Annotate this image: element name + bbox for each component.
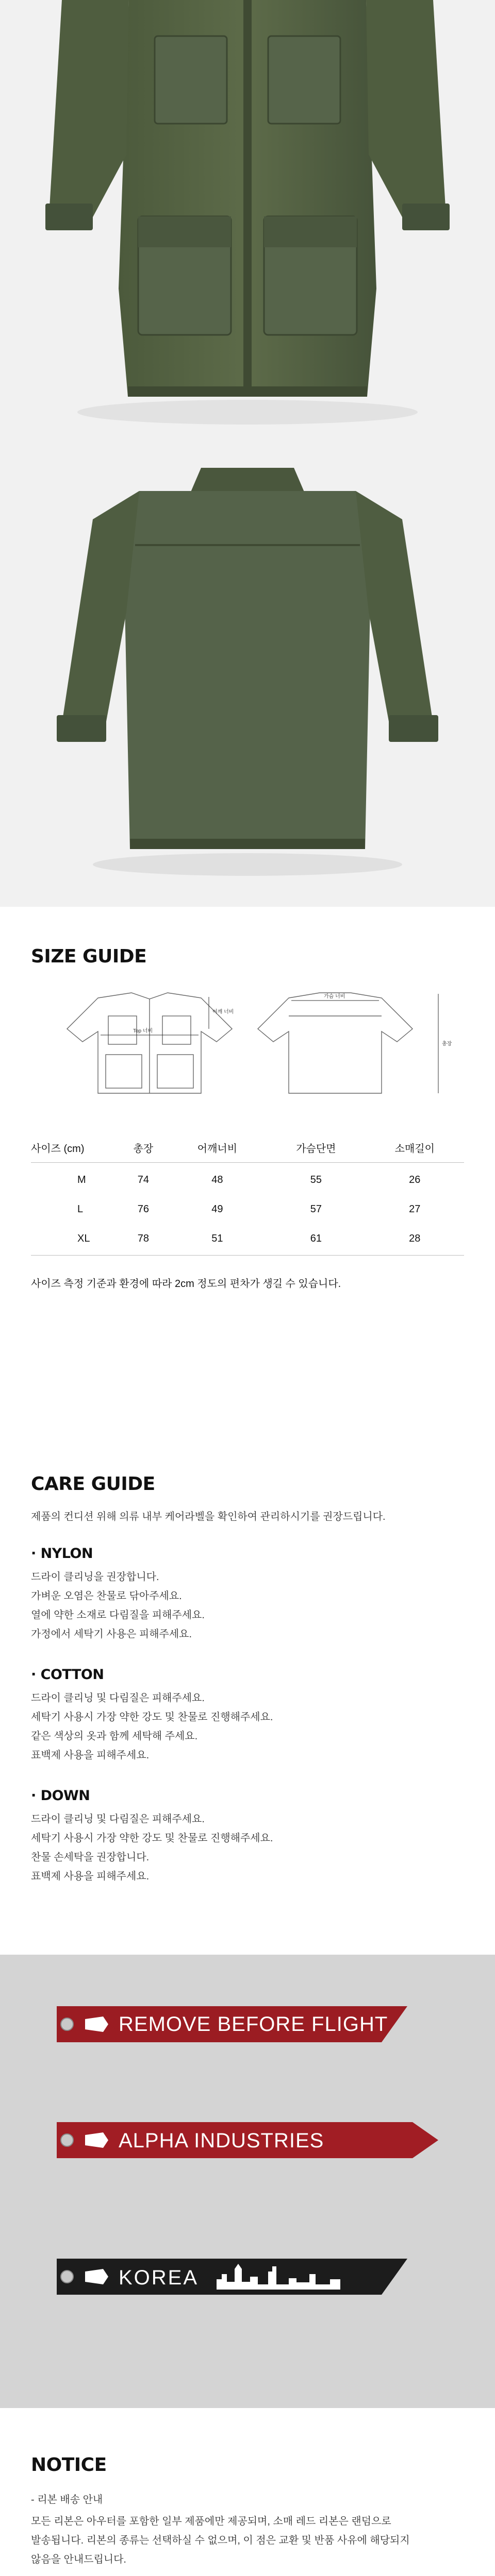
size-table-header: 소매길이 [366,1133,464,1163]
care-line: 드라이 클리닝을 권장합니다. [31,1571,159,1583]
table-cell: XL [31,1224,119,1256]
notice-body [31,2512,464,2569]
care-line: 같은 색상의 옷과 함께 세탁해 주세요. [31,1731,198,1742]
table-cell: 49 [211,1204,223,1215]
size-note: 사이즈 측정 기준과 환경에 따라 2cm 정도의 편차가 생길 수 있습니다. [31,1278,341,1290]
size-table-header: 어깨너비 [168,1133,267,1163]
table-cell: 27 [409,1204,421,1215]
care-block-title: · COTTON [31,1667,104,1683]
size-diagram-drawing [31,988,464,1101]
table-cell: 26 [409,1174,421,1185]
table-cell: 51 [168,1224,267,1256]
care-block-nylon [31,1546,464,1644]
table-cell: 55 [310,1174,322,1185]
table-cell: 78 [119,1224,168,1256]
ribbons-drawing [0,1955,495,2408]
ribbon-text: REMOVE BEFORE FLIGHT [119,2013,388,2036]
notice-section [0,2408,495,2576]
size-diagram [31,988,464,1101]
care-line: 가정에서 세탁기 사용은 피해주세요. [31,1629,192,1640]
care-line: 세탁기 사용시 가장 약한 강도 및 찬물로 진행해주세요. [31,1711,273,1723]
care-block-cotton [31,1667,464,1765]
care-block-title: · DOWN [31,1788,90,1804]
ribbon-alpha-industries [57,2122,438,2158]
table-cell: 28 [366,1224,464,1256]
care-line: 가벼운 오염은 찬물로 닦아주세요. [31,1590,182,1602]
table-cell: 76 [137,1204,149,1215]
chest-width-label: Top 너비 [133,1028,153,1034]
care-line: 세탁기 사용시 가장 약한 강도 및 찬물로 진행해주세요. [31,1833,273,1844]
care-line: 드라이 클리닝 및 다림질은 피해주세요. [31,1692,205,1704]
notice-line: 않음을 안내드립니다. [31,2554,126,2565]
table-row [31,1163,464,1195]
product-photo-front [0,0,495,442]
care-line: 표백제 사용을 피해주세요. [31,1750,150,1761]
ribbon-text: KOREA [119,2266,199,2289]
care-line: 찬물 손세탁을 권장합니다. [31,1852,150,1863]
care-block-down [31,1788,464,1886]
ribbon-text: ALPHA INDUSTRIES [119,2129,324,2152]
table-cell: 48 [211,1174,223,1185]
ribbon-remove-before-flight [57,2006,407,2042]
table-cell: 57 [310,1204,322,1215]
table-row [31,1224,464,1256]
care-line: 열에 약한 소재로 다림질을 피해주세요. [31,1609,205,1621]
size-table-header: 사이즈 (cm) [31,1133,119,1163]
ribbon-showcase [0,1955,495,2408]
size-table-header: 총장 [119,1133,168,1163]
shoulder-width-label: 어깨 너비 [212,1009,234,1015]
notice-title: NOTICE [31,2454,107,2476]
care-guide-section [0,1427,495,1955]
table-cell: L [77,1204,84,1215]
size-table [31,1133,464,1256]
shirt-back-illustration [0,442,495,907]
size-table-header: 가슴단면 [267,1133,365,1163]
care-line: 드라이 클리닝 및 다림질은 피해주세요. [31,1814,205,1825]
table-cell: M [77,1174,86,1185]
table-cell: 74 [137,1174,149,1185]
care-line: 표백제 사용을 피해주세요. [31,1871,150,1882]
notice-line: 발송됩니다. 리본의 종류는 선택하실 수 없으며, 이 점은 교환 및 반품 사유에 해당되지 [31,2535,410,2546]
care-intro: 제품의 컨디션 위해 의류 내부 케어라벨을 확인하여 관리하시기를 권장드립니다. [31,1511,386,1522]
notice-line: 모든 리본은 아우터를 포함한 일부 제품에만 제공되며, 소매 레드 리본은 랜덤으로 [31,2516,391,2527]
care-guide-title: CARE GUIDE [31,1473,155,1495]
size-guide-section [0,907,495,1427]
total-length-label: 총장 [442,1041,452,1047]
table-row [31,1195,464,1224]
product-photo-back [0,442,495,907]
shirt-front-illustration [0,0,495,442]
table-cell: 61 [267,1224,365,1256]
ribbon-korea [57,2259,407,2295]
notice-lead: - 리본 배송 안내 [31,2494,103,2505]
size-table-header-row [31,1133,464,1163]
care-block-title: · NYLON [31,1546,93,1562]
chest-label: 가슴 너비 [324,994,345,999]
size-guide-title: SIZE GUIDE [31,946,147,967]
